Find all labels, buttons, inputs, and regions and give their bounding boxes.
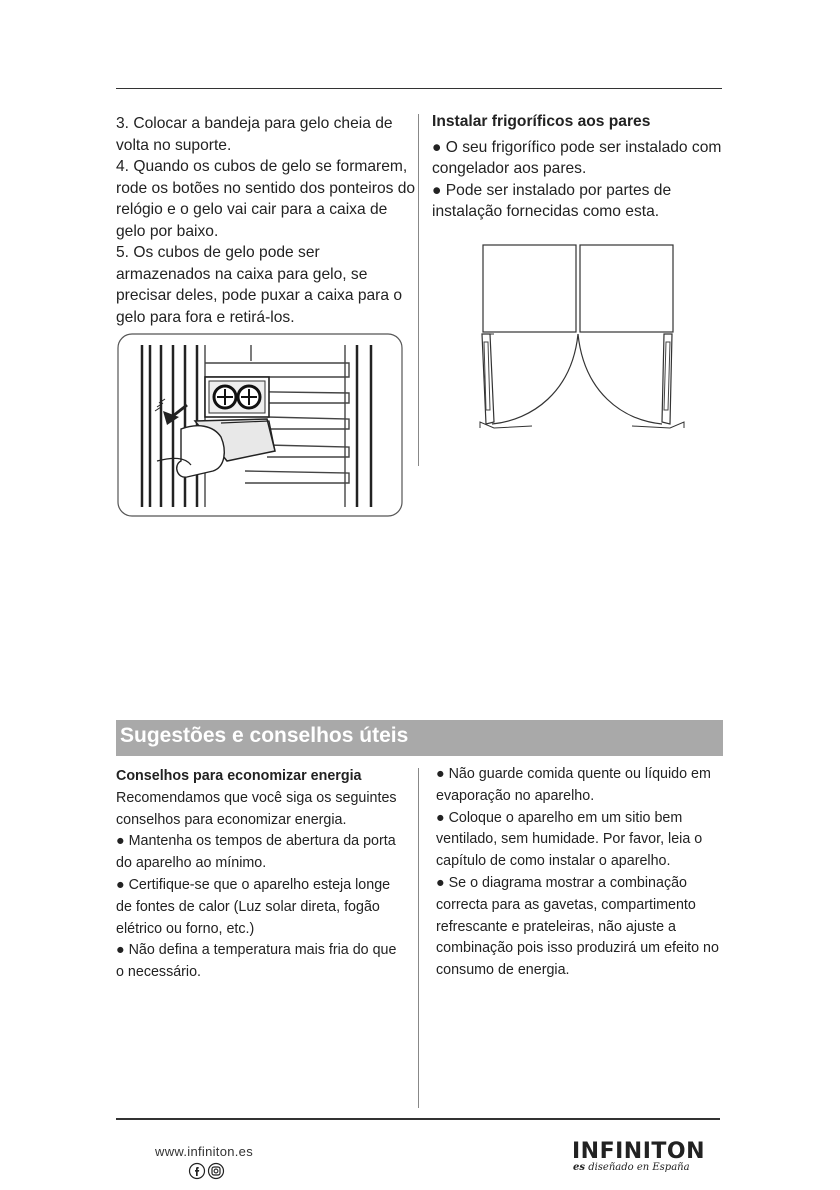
header-rule [116,88,722,89]
social-icons [188,1162,228,1180]
energy-tip-intro: Recomendamos que você siga os seguintes conselhos para economizar energia. [116,789,397,828]
brand-tagline-text: diseñado en España [588,1162,690,1173]
energy-tips-heading: Conselhos para economizar energia [116,768,362,784]
step-5-text: 5. Os cubos de gelo pode ser armazenados na caixa para gelo, se precisar deles, pode puxar a caixa para o gelo para fora e retirá-los. [116,244,403,326]
instagram-icon[interactable] [209,1164,224,1179]
energy-tip: ● Certifique-se que o aparelho esteja longe de fontes de calor (Luz solar direta, fogão elétrico ou forno, etc.) [116,876,391,937]
section-banner [116,720,723,756]
column-divider [418,114,419,466]
energy-tips-right [436,764,732,982]
column-divider [418,768,419,1108]
website-link[interactable]: www.infiniton.es [155,1144,254,1159]
section-banner-title: Sugestões e conselhos úteis [120,724,409,747]
fridge-pair-diagram [472,242,692,436]
energy-tip: ● Mantenha os tempos de abertura da porta do aparelho ao mínimo. [116,833,396,872]
ice-box-illustration [117,333,403,517]
ice-instructions [116,113,416,328]
energy-tip: ● Se o diagrama mostrar a combinação correcta para as gavetas, compartimento refrescante e prateleiras, não ajuste a combinação pois isso produzirá um efeito no consumo de energia. [436,874,719,979]
energy-tip: ● Não defina a temperatura mais fria do que o necessário. [116,942,397,981]
step-3-text: 3. Colocar a bandeja para gelo cheia de volta no suporte. [116,115,393,154]
brand-tagline [573,1162,690,1173]
energy-tips-left [116,766,406,984]
step-4-text: 4. Quando os cubos de gelo se formarem, rode os botões no sentido dos ponteiros do relógio e o gelo vai cair para a caixa de gelo por baixo. [116,158,416,240]
pair-install-bullet-2: ● Pode ser instalado por partes de instalação fornecidas como esta. [432,181,672,220]
energy-tip: ● Não guarde comida quente ou líquido em evaporação no aparelho. [436,766,711,804]
footer-rule [116,1118,720,1120]
brand-tagline-prefix: es [573,1162,585,1173]
pair-install-section [432,111,732,223]
pair-install-heading: Instalar frigoríficos aos pares [432,113,651,130]
brand-logo: INFINITON [572,1139,706,1164]
pair-install-bullet-1: ● O seu frigorífico pode ser instalado com congelador aos pares. [432,138,722,177]
energy-tip: ● Coloque o aparelho em um sitio bem ventilado, sem humidade. Por favor, leia o capítulo de como instalar o aparelho. [436,809,703,870]
facebook-icon[interactable] [190,1164,205,1179]
